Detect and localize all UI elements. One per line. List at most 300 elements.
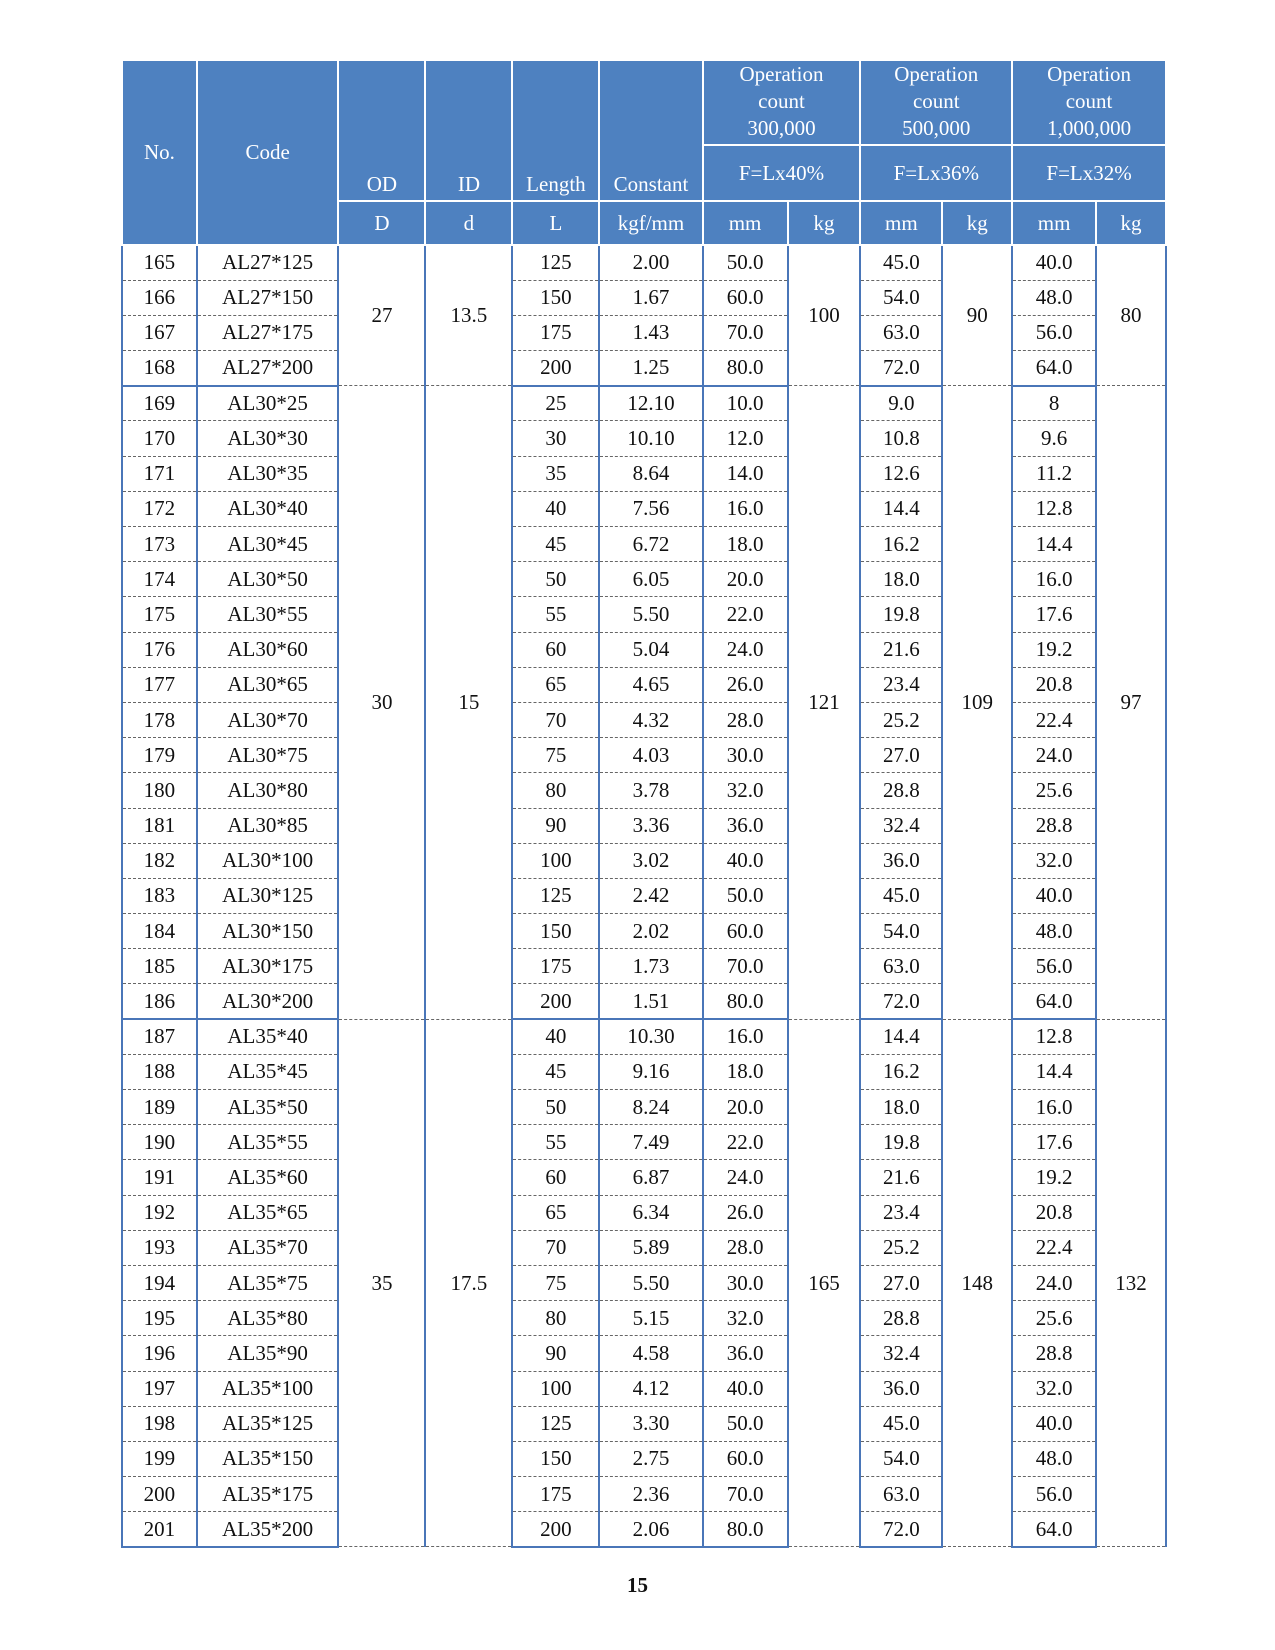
cell-no: 166 — [122, 280, 197, 315]
cell-no: 172 — [122, 491, 197, 526]
cell-constant: 1.67 — [599, 280, 702, 315]
cell-mm-1m: 22.4 — [1012, 702, 1096, 737]
cell-code: AL30*35 — [197, 456, 339, 491]
cell-mm-1m: 20.8 — [1012, 1195, 1096, 1230]
cell-mm-500k: 63.0 — [860, 949, 942, 984]
cell-mm-1m: 20.8 — [1012, 667, 1096, 702]
cell-no: 195 — [122, 1301, 197, 1336]
cell-mm-500k: 19.8 — [860, 1125, 942, 1160]
cell-code: AL35*90 — [197, 1336, 339, 1371]
cell-mm-1m: 64.0 — [1012, 1512, 1096, 1547]
cell-mm-300k: 80.0 — [703, 351, 788, 386]
cell-code: AL35*60 — [197, 1160, 339, 1195]
cell-id: 15 — [425, 386, 512, 1019]
cell-kg-500k: 109 — [942, 386, 1012, 1019]
unit-constant: kgf/mm — [599, 201, 702, 245]
cell-constant: 3.36 — [599, 808, 702, 843]
cell-code: AL30*85 — [197, 808, 339, 843]
cell-mm-1m: 48.0 — [1012, 1441, 1096, 1476]
cell-code: AL30*65 — [197, 667, 339, 702]
cell-no: 178 — [122, 702, 197, 737]
cell-no: 201 — [122, 1512, 197, 1547]
cell-mm-300k: 22.0 — [703, 1125, 788, 1160]
cell-code: AL30*175 — [197, 949, 339, 984]
cell-length: 70 — [512, 702, 599, 737]
cell-mm-1m: 16.0 — [1012, 562, 1096, 597]
cell-mm-500k: 12.6 — [860, 456, 942, 491]
cell-constant: 4.03 — [599, 738, 702, 773]
cell-od: 30 — [338, 386, 425, 1019]
cell-length: 70 — [512, 1230, 599, 1265]
cell-constant: 2.42 — [599, 878, 702, 913]
cell-constant: 2.06 — [599, 1512, 702, 1547]
cell-mm-300k: 32.0 — [703, 1301, 788, 1336]
cell-code: AL27*175 — [197, 315, 339, 350]
cell-mm-500k: 23.4 — [860, 1195, 942, 1230]
cell-mm-300k: 20.0 — [703, 562, 788, 597]
cell-constant: 1.43 — [599, 315, 702, 350]
cell-code: AL35*80 — [197, 1301, 339, 1336]
unit-length: L — [512, 201, 599, 245]
cell-code: AL30*80 — [197, 773, 339, 808]
cell-constant: 8.24 — [599, 1090, 702, 1125]
unit-mm: mm — [1012, 201, 1096, 245]
cell-length: 175 — [512, 315, 599, 350]
table-header — [122, 60, 1166, 245]
cell-mm-500k: 72.0 — [860, 1512, 942, 1547]
cell-no: 168 — [122, 351, 197, 386]
cell-no: 180 — [122, 773, 197, 808]
cell-mm-300k: 80.0 — [703, 1512, 788, 1547]
cell-code: AL35*75 — [197, 1265, 339, 1300]
cell-code: AL30*55 — [197, 597, 339, 632]
cell-no: 200 — [122, 1477, 197, 1512]
cell-mm-500k: 45.0 — [860, 245, 942, 280]
cell-mm-500k: 16.2 — [860, 527, 942, 562]
cell-length: 35 — [512, 456, 599, 491]
cell-mm-300k: 24.0 — [703, 632, 788, 667]
cell-mm-1m: 25.6 — [1012, 1301, 1096, 1336]
cell-no: 183 — [122, 878, 197, 913]
cell-mm-1m: 12.8 — [1012, 1019, 1096, 1054]
header-no: No. — [122, 60, 197, 245]
cell-no: 187 — [122, 1019, 197, 1054]
cell-no: 171 — [122, 456, 197, 491]
cell-length: 150 — [512, 914, 599, 949]
cell-mm-500k: 36.0 — [860, 843, 942, 878]
cell-length: 125 — [512, 245, 599, 280]
cell-mm-1m: 19.2 — [1012, 1160, 1096, 1195]
cell-mm-1m: 48.0 — [1012, 280, 1096, 315]
cell-code: AL30*70 — [197, 702, 339, 737]
cell-mm-1m: 14.4 — [1012, 527, 1096, 562]
cell-mm-1m: 9.6 — [1012, 421, 1096, 456]
cell-length: 65 — [512, 1195, 599, 1230]
cell-mm-500k: 19.8 — [860, 597, 942, 632]
spring-spec-table — [121, 59, 1167, 1548]
cell-mm-500k: 27.0 — [860, 1265, 942, 1300]
cell-length: 80 — [512, 1301, 599, 1336]
table-body — [122, 245, 1166, 1547]
cell-length: 45 — [512, 1054, 599, 1089]
cell-code: AL35*45 — [197, 1054, 339, 1089]
cell-code: AL30*150 — [197, 914, 339, 949]
cell-mm-500k: 72.0 — [860, 984, 942, 1019]
cell-mm-1m: 28.8 — [1012, 1336, 1096, 1371]
cell-mm-500k: 72.0 — [860, 351, 942, 386]
cell-kg-1m: 80 — [1096, 245, 1166, 386]
cell-no: 173 — [122, 527, 197, 562]
cell-constant: 6.72 — [599, 527, 702, 562]
header-op-count-1: Operation count 300,000 — [703, 60, 861, 145]
cell-mm-1m: 56.0 — [1012, 315, 1096, 350]
cell-constant: 5.50 — [599, 597, 702, 632]
cell-no: 186 — [122, 984, 197, 1019]
cell-mm-1m: 16.0 — [1012, 1090, 1096, 1125]
cell-mm-500k: 16.2 — [860, 1054, 942, 1089]
cell-mm-500k: 18.0 — [860, 1090, 942, 1125]
cell-mm-300k: 18.0 — [703, 527, 788, 562]
cell-constant: 3.02 — [599, 843, 702, 878]
cell-no: 188 — [122, 1054, 197, 1089]
cell-constant: 3.78 — [599, 773, 702, 808]
cell-code: AL35*125 — [197, 1406, 339, 1441]
cell-mm-300k: 30.0 — [703, 738, 788, 773]
cell-mm-500k: 25.2 — [860, 702, 942, 737]
cell-constant: 4.12 — [599, 1371, 702, 1406]
cell-constant: 4.58 — [599, 1336, 702, 1371]
cell-constant: 2.02 — [599, 914, 702, 949]
cell-code: AL35*50 — [197, 1090, 339, 1125]
cell-length: 200 — [512, 1512, 599, 1547]
cell-code: AL30*40 — [197, 491, 339, 526]
cell-mm-1m: 12.8 — [1012, 491, 1096, 526]
cell-constant: 4.32 — [599, 702, 702, 737]
unit-kg: kg — [1096, 201, 1166, 245]
cell-mm-300k: 16.0 — [703, 491, 788, 526]
cell-length: 30 — [512, 421, 599, 456]
header-formula-3: F=Lx32% — [1012, 145, 1166, 201]
cell-mm-300k: 80.0 — [703, 984, 788, 1019]
cell-mm-1m: 56.0 — [1012, 1477, 1096, 1512]
cell-no: 194 — [122, 1265, 197, 1300]
cell-constant: 1.25 — [599, 351, 702, 386]
cell-mm-300k: 50.0 — [703, 1406, 788, 1441]
cell-mm-1m: 32.0 — [1012, 843, 1096, 878]
cell-mm-500k: 27.0 — [860, 738, 942, 773]
cell-length: 60 — [512, 632, 599, 667]
cell-code: AL30*25 — [197, 386, 339, 421]
cell-mm-1m: 56.0 — [1012, 949, 1096, 984]
cell-no: 185 — [122, 949, 197, 984]
cell-constant: 2.36 — [599, 1477, 702, 1512]
cell-constant: 5.50 — [599, 1265, 702, 1300]
cell-length: 200 — [512, 984, 599, 1019]
cell-code: AL27*125 — [197, 245, 339, 280]
cell-mm-300k: 50.0 — [703, 878, 788, 913]
cell-code: AL30*100 — [197, 843, 339, 878]
cell-mm-500k: 21.6 — [860, 1160, 942, 1195]
cell-code: AL30*45 — [197, 527, 339, 562]
cell-no: 167 — [122, 315, 197, 350]
cell-code: AL30*60 — [197, 632, 339, 667]
cell-mm-1m: 32.0 — [1012, 1371, 1096, 1406]
cell-mm-300k: 36.0 — [703, 808, 788, 843]
cell-length: 45 — [512, 527, 599, 562]
header-id: ID — [425, 60, 512, 201]
cell-length: 125 — [512, 1406, 599, 1441]
unit-id: d — [425, 201, 512, 245]
cell-constant: 8.64 — [599, 456, 702, 491]
cell-no: 181 — [122, 808, 197, 843]
header-formula-1: F=Lx40% — [703, 145, 861, 201]
cell-mm-500k: 9.0 — [860, 386, 942, 421]
cell-constant: 6.05 — [599, 562, 702, 597]
cell-mm-300k: 60.0 — [703, 914, 788, 949]
cell-mm-500k: 32.4 — [860, 808, 942, 843]
cell-constant: 5.89 — [599, 1230, 702, 1265]
cell-id: 17.5 — [425, 1019, 512, 1547]
cell-length: 55 — [512, 597, 599, 632]
cell-mm-1m: 64.0 — [1012, 351, 1096, 386]
cell-constant: 1.73 — [599, 949, 702, 984]
cell-constant: 4.65 — [599, 667, 702, 702]
cell-no: 165 — [122, 245, 197, 280]
cell-mm-300k: 22.0 — [703, 597, 788, 632]
cell-code: AL35*40 — [197, 1019, 339, 1054]
cell-constant: 6.34 — [599, 1195, 702, 1230]
cell-mm-300k: 26.0 — [703, 1195, 788, 1230]
page-number: 15 — [627, 1573, 648, 1597]
cell-od: 27 — [338, 245, 425, 386]
cell-constant: 3.30 — [599, 1406, 702, 1441]
cell-mm-1m: 24.0 — [1012, 738, 1096, 773]
cell-mm-300k: 10.0 — [703, 386, 788, 421]
cell-mm-1m: 40.0 — [1012, 878, 1096, 913]
cell-mm-300k: 70.0 — [703, 315, 788, 350]
cell-no: 169 — [122, 386, 197, 421]
cell-mm-500k: 25.2 — [860, 1230, 942, 1265]
cell-no: 176 — [122, 632, 197, 667]
cell-length: 40 — [512, 1019, 599, 1054]
cell-mm-1m: 40.0 — [1012, 245, 1096, 280]
cell-mm-500k: 36.0 — [860, 1371, 942, 1406]
cell-mm-300k: 40.0 — [703, 1371, 788, 1406]
cell-mm-500k: 45.0 — [860, 1406, 942, 1441]
cell-mm-1m: 17.6 — [1012, 597, 1096, 632]
cell-mm-500k: 63.0 — [860, 1477, 942, 1512]
cell-code: AL35*175 — [197, 1477, 339, 1512]
cell-length: 50 — [512, 1090, 599, 1125]
cell-no: 184 — [122, 914, 197, 949]
cell-no: 197 — [122, 1371, 197, 1406]
cell-constant: 2.00 — [599, 245, 702, 280]
cell-mm-300k: 20.0 — [703, 1090, 788, 1125]
cell-code: AL27*150 — [197, 280, 339, 315]
table-row — [122, 245, 1166, 280]
cell-code: AL30*30 — [197, 421, 339, 456]
cell-mm-300k: 26.0 — [703, 667, 788, 702]
unit-mm: mm — [860, 201, 942, 245]
cell-code: AL35*70 — [197, 1230, 339, 1265]
cell-no: 179 — [122, 738, 197, 773]
unit-mm: mm — [703, 201, 788, 245]
cell-kg-300k: 100 — [788, 245, 861, 386]
cell-id: 13.5 — [425, 245, 512, 386]
cell-no: 174 — [122, 562, 197, 597]
cell-length: 125 — [512, 878, 599, 913]
cell-constant: 9.16 — [599, 1054, 702, 1089]
cell-mm-1m: 24.0 — [1012, 1265, 1096, 1300]
cell-mm-300k: 36.0 — [703, 1336, 788, 1371]
cell-no: 193 — [122, 1230, 197, 1265]
cell-kg-1m: 132 — [1096, 1019, 1166, 1547]
cell-mm-1m: 8 — [1012, 386, 1096, 421]
cell-code: AL30*200 — [197, 984, 339, 1019]
cell-mm-500k: 28.8 — [860, 1301, 942, 1336]
cell-length: 200 — [512, 351, 599, 386]
cell-mm-500k: 54.0 — [860, 1441, 942, 1476]
cell-length: 60 — [512, 1160, 599, 1195]
cell-no: 190 — [122, 1125, 197, 1160]
cell-length: 90 — [512, 808, 599, 843]
cell-code: AL35*150 — [197, 1441, 339, 1476]
cell-mm-1m: 11.2 — [1012, 456, 1096, 491]
cell-mm-1m: 19.2 — [1012, 632, 1096, 667]
cell-mm-300k: 14.0 — [703, 456, 788, 491]
cell-no: 177 — [122, 667, 197, 702]
cell-length: 40 — [512, 491, 599, 526]
cell-constant: 10.10 — [599, 421, 702, 456]
cell-constant: 12.10 — [599, 386, 702, 421]
header-od: OD — [338, 60, 425, 201]
unit-kg: kg — [788, 201, 861, 245]
cell-no: 175 — [122, 597, 197, 632]
cell-code: AL30*50 — [197, 562, 339, 597]
cell-mm-500k: 10.8 — [860, 421, 942, 456]
cell-mm-500k: 23.4 — [860, 667, 942, 702]
cell-mm-300k: 60.0 — [703, 1441, 788, 1476]
cell-length: 65 — [512, 667, 599, 702]
cell-constant: 5.15 — [599, 1301, 702, 1336]
cell-code: AL35*100 — [197, 1371, 339, 1406]
cell-length: 150 — [512, 1441, 599, 1476]
cell-length: 25 — [512, 386, 599, 421]
cell-mm-300k: 70.0 — [703, 949, 788, 984]
cell-mm-300k: 16.0 — [703, 1019, 788, 1054]
cell-no: 192 — [122, 1195, 197, 1230]
table-row — [122, 386, 1166, 421]
cell-length: 75 — [512, 1265, 599, 1300]
cell-constant: 5.04 — [599, 632, 702, 667]
cell-code: AL35*55 — [197, 1125, 339, 1160]
cell-mm-500k: 21.6 — [860, 632, 942, 667]
cell-length: 100 — [512, 843, 599, 878]
cell-mm-300k: 30.0 — [703, 1265, 788, 1300]
cell-no: 182 — [122, 843, 197, 878]
cell-constant: 7.49 — [599, 1125, 702, 1160]
cell-mm-500k: 63.0 — [860, 315, 942, 350]
cell-mm-1m: 48.0 — [1012, 914, 1096, 949]
cell-mm-300k: 28.0 — [703, 1230, 788, 1265]
unit-kg: kg — [942, 201, 1012, 245]
cell-mm-1m: 17.6 — [1012, 1125, 1096, 1160]
cell-length: 150 — [512, 280, 599, 315]
cell-length: 90 — [512, 1336, 599, 1371]
cell-mm-1m: 22.4 — [1012, 1230, 1096, 1265]
cell-no: 198 — [122, 1406, 197, 1441]
cell-mm-300k: 32.0 — [703, 773, 788, 808]
cell-code: AL30*125 — [197, 878, 339, 913]
cell-mm-1m: 14.4 — [1012, 1054, 1096, 1089]
cell-length: 175 — [512, 949, 599, 984]
cell-mm-300k: 12.0 — [703, 421, 788, 456]
cell-mm-1m: 25.6 — [1012, 773, 1096, 808]
cell-mm-300k: 50.0 — [703, 245, 788, 280]
cell-mm-500k: 14.4 — [860, 491, 942, 526]
header-code: Code — [197, 60, 339, 245]
cell-constant: 2.75 — [599, 1441, 702, 1476]
cell-constant: 10.30 — [599, 1019, 702, 1054]
table-row — [122, 1019, 1166, 1054]
cell-mm-500k: 28.8 — [860, 773, 942, 808]
cell-constant: 7.56 — [599, 491, 702, 526]
cell-kg-500k: 90 — [942, 245, 1012, 386]
cell-constant: 1.51 — [599, 984, 702, 1019]
cell-length: 80 — [512, 773, 599, 808]
cell-kg-300k: 121 — [788, 386, 861, 1019]
cell-mm-500k: 45.0 — [860, 878, 942, 913]
cell-mm-300k: 60.0 — [703, 280, 788, 315]
cell-code: AL35*65 — [197, 1195, 339, 1230]
header-formula-2: F=Lx36% — [860, 145, 1012, 201]
cell-no: 170 — [122, 421, 197, 456]
cell-od: 35 — [338, 1019, 425, 1547]
cell-kg-1m: 97 — [1096, 386, 1166, 1019]
cell-mm-500k: 14.4 — [860, 1019, 942, 1054]
cell-mm-500k: 18.0 — [860, 562, 942, 597]
cell-constant: 6.87 — [599, 1160, 702, 1195]
cell-length: 175 — [512, 1477, 599, 1512]
cell-code: AL30*75 — [197, 738, 339, 773]
header-op-count-2: Operation count 500,000 — [860, 60, 1012, 145]
cell-no: 189 — [122, 1090, 197, 1125]
cell-length: 50 — [512, 562, 599, 597]
cell-mm-300k: 70.0 — [703, 1477, 788, 1512]
cell-mm-300k: 28.0 — [703, 702, 788, 737]
cell-mm-500k: 54.0 — [860, 280, 942, 315]
cell-no: 191 — [122, 1160, 197, 1195]
unit-od: D — [338, 201, 425, 245]
cell-mm-1m: 28.8 — [1012, 808, 1096, 843]
cell-kg-300k: 165 — [788, 1019, 861, 1547]
cell-mm-500k: 54.0 — [860, 914, 942, 949]
cell-code: AL27*200 — [197, 351, 339, 386]
cell-length: 75 — [512, 738, 599, 773]
cell-length: 55 — [512, 1125, 599, 1160]
header-length: Length — [512, 60, 599, 201]
cell-mm-300k: 40.0 — [703, 843, 788, 878]
cell-mm-300k: 24.0 — [703, 1160, 788, 1195]
cell-mm-500k: 32.4 — [860, 1336, 942, 1371]
header-constant: Constant — [599, 60, 702, 201]
cell-mm-300k: 18.0 — [703, 1054, 788, 1089]
cell-no: 199 — [122, 1441, 197, 1476]
cell-kg-500k: 148 — [942, 1019, 1012, 1547]
cell-length: 100 — [512, 1371, 599, 1406]
cell-mm-1m: 64.0 — [1012, 984, 1096, 1019]
header-op-count-3: Operation count 1,000,000 — [1012, 60, 1166, 145]
